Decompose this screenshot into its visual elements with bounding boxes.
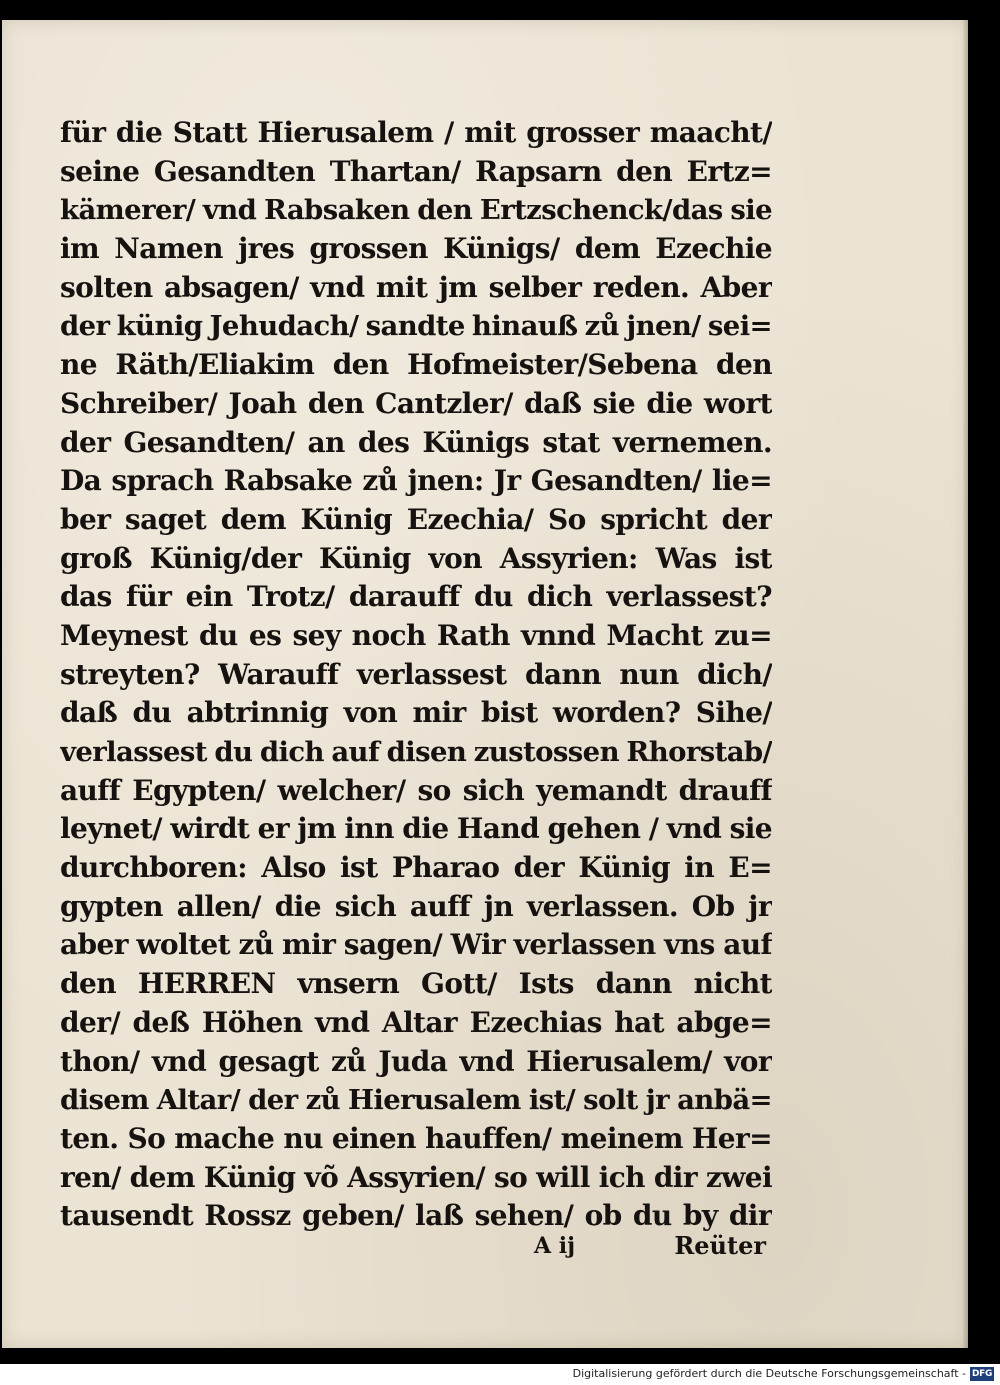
text-line-14: Meynest du es sey noch Rath vnnd Macht zu=	[60, 618, 772, 652]
text-line-1: für die Statt Hierusalem / mit grosser maacht/	[60, 116, 772, 149]
text-line-17: verlassest du dich auf disen zustossen Rhorstab/	[60, 736, 772, 768]
text-line-23: den HERREN vnsern Gott/ Ists dann nicht	[60, 967, 772, 1001]
text-line-16: daß du abtrinnig von mir bist worden? Sihe/	[60, 696, 772, 730]
page-text-block	[60, 114, 772, 1236]
book-page	[2, 20, 968, 1348]
text-line-25: thon/ vnd gesagt zů Juda vnd Hierusalem/ vor	[60, 1044, 772, 1078]
text-line-13: das für ein Trotz/ darauff du dich verlassest?	[60, 580, 772, 614]
text-line-12: groß Künig/der Künig von Assyrien: Was ist	[60, 541, 772, 575]
text-line-22: aber woltet zů mir sagen/ Wir verlassen vns auf	[60, 928, 772, 962]
text-line-15: streyten? Warauff verlassest dann nun dich/	[60, 657, 772, 691]
text-line-4: im Namen jres grossen Künigs/ dem Ezechie	[60, 232, 772, 266]
text-line-7: ne Räth/Eliakim den Hofmeister/Sebena den	[60, 348, 772, 382]
page-edge-shadow	[962, 20, 968, 1348]
text-line-2: seine Gesandten Thartan/ Rapsarn den Ertz=	[60, 154, 772, 188]
text-line-20: durchboren: Also ist Pharao der Künig in E=	[60, 851, 772, 885]
text-line-10: Da sprach Rabsake zů jnen: Jr Gesandten/ lie=	[60, 464, 772, 498]
text-line-19: leynet/ wirdt er jm inn die Hand gehen / vnd sie	[60, 812, 772, 846]
dfg-logo-icon: DFG	[971, 1369, 993, 1379]
page-footer-line	[60, 1228, 772, 1264]
text-line-27: ten. So mache nu einen hauffen/ meinem Her=	[60, 1121, 772, 1155]
text-line-29: tausendt Rossz geben/ laß sehen/ ob du by dir	[60, 1199, 772, 1233]
text-line-24: der/ deß Höhen vnd Altar Ezechias hat abge=	[60, 1005, 772, 1039]
text-line-6: der künig Jehudach/ sandte hinauß zů jnen/ sei=	[60, 310, 772, 343]
text-line-26: disem Altar/ der zů Hierusalem ist/ solt jr anbä=	[60, 1084, 772, 1117]
text-line-3: kämerer/ vnd Rabsaken den Ertzschenck/das sie	[60, 194, 772, 227]
text-line-8: Schreiber/ Joah den Cantzler/ daß sie die wort	[60, 386, 772, 420]
funding-credit-text: Digitalisierung gefördert durch die Deutsche Forschungsgemeinschaft -	[572, 1367, 966, 1380]
text-line-9: der Gesandten/ an des Künigs stat vernemen.	[60, 425, 772, 459]
text-line-5: solten absagen/ vnd mit jm selber reden. Aber	[60, 270, 772, 304]
text-line-18: auff Egypten/ welcher/ so sich yemandt drauff	[60, 773, 772, 807]
text-line-11: ber saget dem Künig Ezechia/ So spricht der	[60, 502, 772, 536]
catchword: Reüter	[674, 1231, 766, 1260]
funding-footer-bar	[0, 1364, 1000, 1385]
text-line-21: gypten allen/ die sich auff jn verlassen. Ob jr	[60, 889, 772, 923]
text-line-28: ren/ dem Künig võ Assyrien/ so will ich dir zwei	[60, 1160, 772, 1194]
signature-mark: A ij	[534, 1233, 576, 1259]
